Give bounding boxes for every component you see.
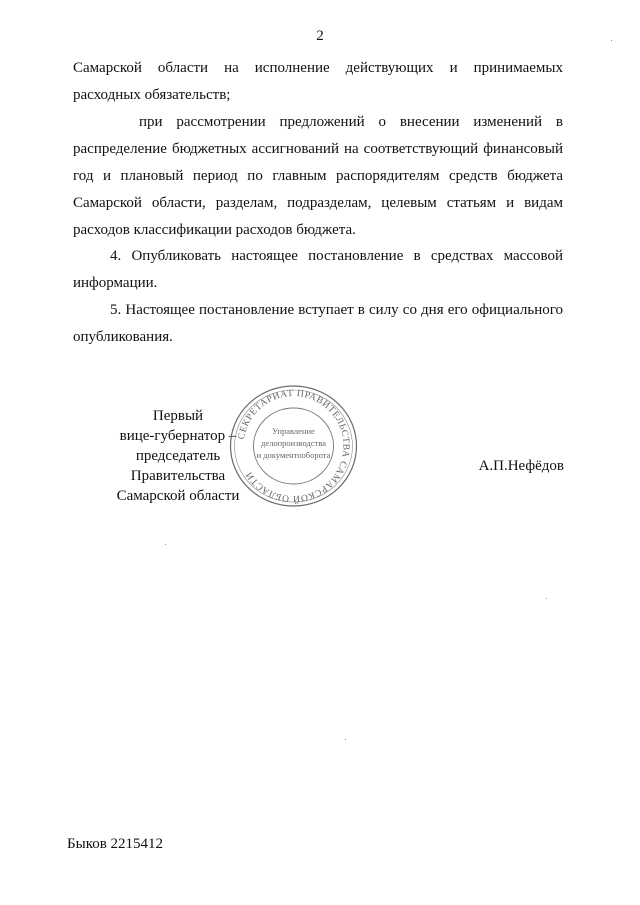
stamp-ring-text: СЕКРЕТАРИАТ ПРАВИТЕЛЬСТВА САМАРСКОЙ ОБЛАСТИ xyxy=(236,388,351,504)
stamp-center-line: делопроизводства xyxy=(261,438,326,448)
stamp-center-line: Управление xyxy=(272,426,315,436)
paragraph-text: при рассмотрении предложений о внесении изменений в распределение бюджетных ассигнований на соответствующий финансовый год и плановый период по главным распорядителям средств бюджета Самарской области, разделам, подразделам, целевым статьям и видам расходов классификации расходов бюджета. xyxy=(73,114,563,238)
footer-executor-code: Быков 2215412 xyxy=(67,836,164,852)
paragraph-budget-obligations xyxy=(73,55,563,109)
page-number: 2 xyxy=(316,28,324,44)
signatory-name: А.П.Нефёдов xyxy=(478,458,564,474)
scan-speck xyxy=(546,598,547,599)
signatory-position-line: Самарской области xyxy=(116,488,240,504)
signatory-position-line: председатель Правительства xyxy=(130,448,226,484)
paragraph-budget-allocation xyxy=(73,109,563,244)
signatory-position-line: вице-губернатор – xyxy=(119,428,237,444)
paragraph-entry-into-force xyxy=(73,297,563,351)
paragraph-line: Самарской области на исполнение действующих и принимаемых xyxy=(73,60,563,76)
paragraph-publish xyxy=(73,243,563,297)
scan-speck xyxy=(165,544,166,545)
paragraph-text: 4. Опубликовать настоящее постановление в средствах массовой информации. xyxy=(73,248,563,291)
official-stamp xyxy=(226,382,361,510)
paragraph-text: 5. Настоящее постановление вступает в силу со дня его официального опубликования. xyxy=(73,302,563,345)
stamp-center-line: и документооборота xyxy=(256,450,331,460)
stamp-seal-graphic xyxy=(226,382,361,510)
paragraph-line: расходных обязательств; xyxy=(73,87,231,103)
signatory-position-line: Первый xyxy=(152,408,204,424)
scan-speck xyxy=(345,739,346,740)
scan-speck xyxy=(611,40,612,41)
